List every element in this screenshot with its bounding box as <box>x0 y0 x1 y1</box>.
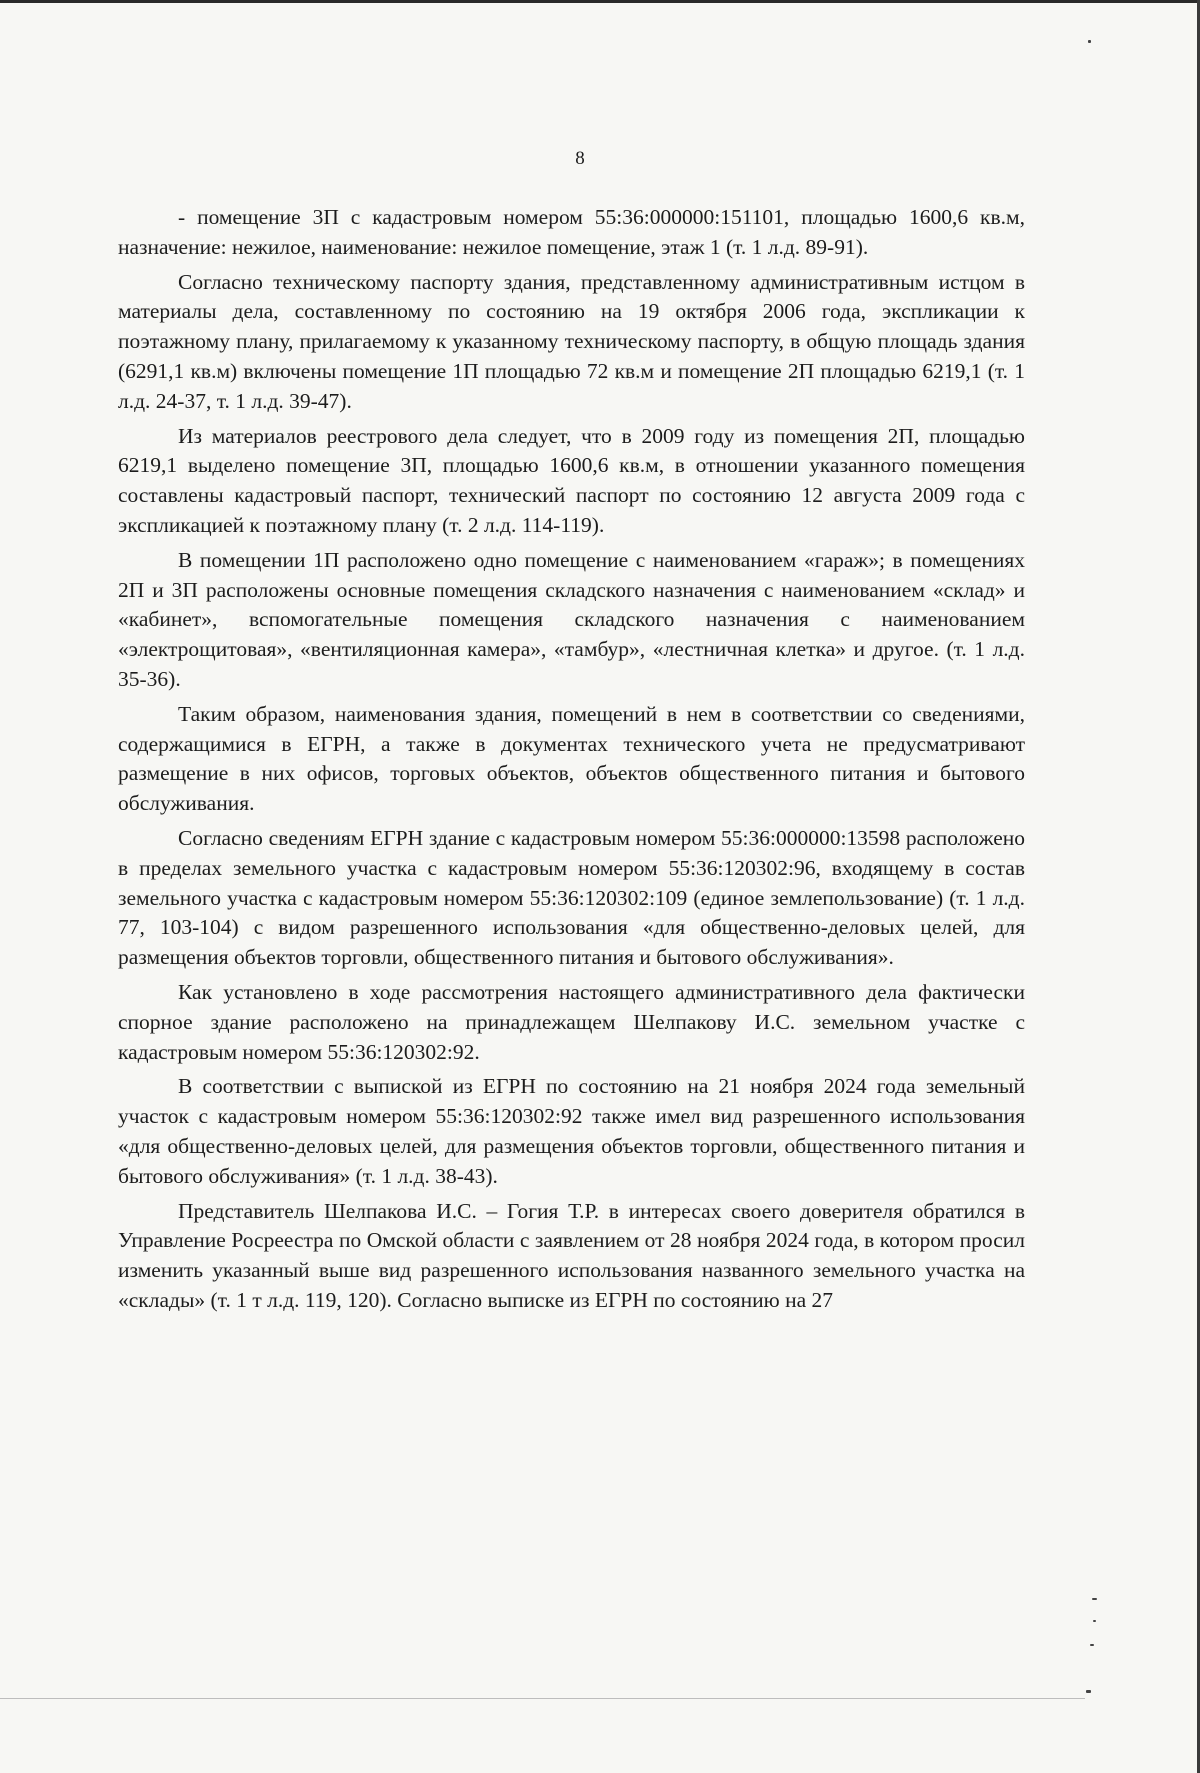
paragraph-3: Из материалов реестрового дела следует, что в 2009 году из помещения 2П, площадью 6219,1 выделено помещение 3П, площадью 1600,6 кв.м, в отношении указанного помещения составлены кадастровый паспорт, технический паспорт по состоянию 12 августа 2009 года с экспликацией к поэтажному плану (т. 2 л.д. 114-119). <box>118 423 1025 537</box>
paragraph-5: Таким образом, наименования здания, помещений в нем в соответствии со сведениями, содержащимися в ЕГРН, а также в документах технического учета не предусматривают размещение в них офисов, торговых объектов, объектов общественного питания и бытового обслуживания. <box>118 701 1025 816</box>
page-number: 8 <box>575 148 585 169</box>
paragraph-9: Представитель Шелпакова И.С. – Гогия Т.Р. в интересах своего доверителя обратился в Управление Росреестра по Омской области с заявлением от 28 ноября 2024 года, в котором просил изменить указанный выше вид разрешенного использования названного земельного участка на «склады» (т. 1 т л.д. 119, 120). Согласно выписке из ЕГРН по состоянию на 27 <box>118 1198 1025 1312</box>
document-body <box>118 203 1025 1321</box>
scan-edge-top <box>0 0 1200 3</box>
paragraph-2: Согласно техническому паспорту здания, представленному административным истцом в материалы дела, составленному по состоянию на 19 октября 2006 года, экспликации к поэтажному плану, прилагаемому к указанному техническому паспорту, в общую площадь здания (6291,1 кв.м) включены помещение 1П площадью 72 кв.м и помещение 2П площадью 6219,1 (т. 1 л.д. 24-37, т. 1 л.д. 39-47). <box>118 269 1025 413</box>
paragraph-8: В соответствии с выпиской из ЕГРН по состоянию на 21 ноября 2024 года земельный участок с кадастровым номером 55:36:120302:92 также имел вид разрешенного использования «для общественно-деловых целей, для размещения объектов торговли, общественного питания и бытового обслуживания» (т. 1 л.д. 38-43). <box>118 1074 1025 1188</box>
scan-speck <box>1086 1690 1091 1693</box>
scan-speck <box>1092 1598 1097 1600</box>
scan-artifact-line <box>0 1698 1085 1699</box>
paragraph-6: Согласно сведениям ЕГРН здание с кадастровым номером 55:36:000000:13598 расположено в пределах земельного участка с кадастровым номером 55:36:120302:96, входящему в состав земельного участка с кадастровым номером 55:36:120302:109 (единое землепользование) (т. 1 л.д. 77, 103-104) с видом разрешенного использования «для общественно-деловых целей, для размещения объектов торговли, общественного питания и бытового обслуживания». <box>118 825 1025 970</box>
paragraph-4: В помещении 1П расположено одно помещение с наименованием «гараж»; в помещениях 2П и 3П расположены основные помещения складского назначения с наименованием «склад» и «кабинет», вспомогательные помещения складского назначения с наименованием «электрощитовая», «вентиляционная камера», «тамбур», «лестничная клетка» и другое. (т. 1 л.д. 35-36). <box>118 547 1025 691</box>
scan-speck <box>1090 1644 1094 1646</box>
paragraph-1: - помещение 3П с кадастровым номером 55:36:000000:151101, площадью 1600,6 кв.м, назначение: нежилое, наименование: нежилое помещение, этаж 1 (т. 1 л.д. 89-91). <box>118 205 1025 259</box>
scan-speck <box>1093 1620 1096 1622</box>
scan-speck <box>1088 40 1091 43</box>
paragraph-7: Как установлено в ходе рассмотрения настоящего административного дела фактически спорное здание расположено на принадлежащем Шелпакову И.С. земельном участке с кадастровым номером 55:36:120302:92. <box>118 979 1025 1064</box>
